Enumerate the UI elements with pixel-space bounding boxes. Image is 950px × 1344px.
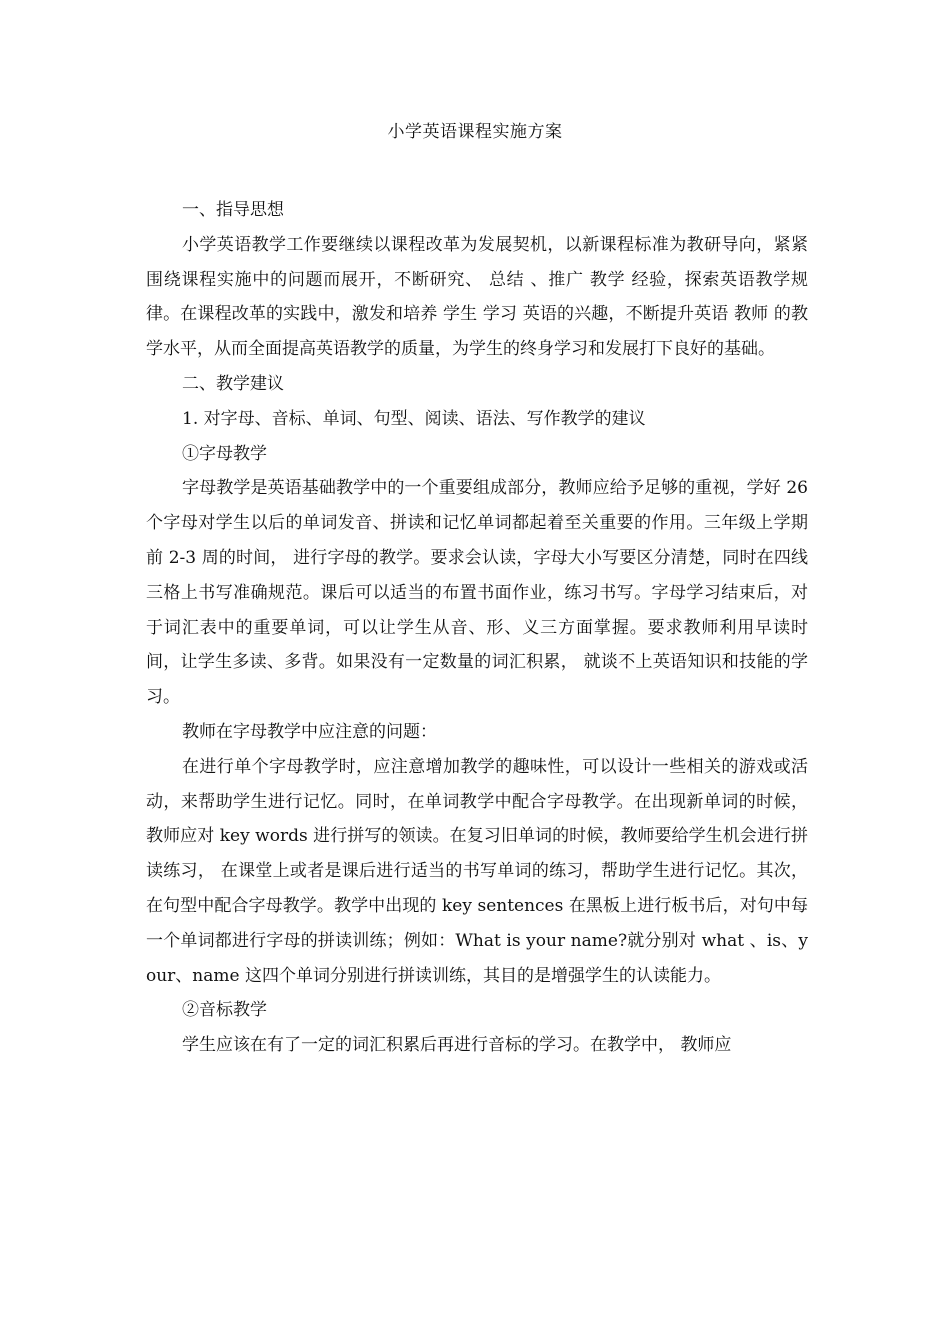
section-heading-teaching-suggestions: 二、教学建议: [182, 373, 284, 394]
paragraph-letter-teaching: 字母教学是英语基础教学中的一个重要组成部分，教师应给予足够的重视，学好 26 个字母对学生以后的单词发音、拼读和记忆单词都起着至关重要的作用。三年级上学期前 2-3 周的时间， 进行字母的教学。要求会认读，字母大小写要区分清楚，同时在四线三格上书写准确规范。课后可以适当的布置书面作业，练习书写。字母学习结束后，对于词汇表中的重要单词，可以让学生从音、形、义三方面掌握。要求教师利用早读时间，让学生多读、多背。如果没有一定数量的词汇积累， 就谈不上英语知识和技能的学习。: [146, 478, 808, 708]
subsection-heading-phonetic-teaching: ②音标教学: [182, 1000, 267, 1021]
heading-letter-teaching-issues: 教师在字母教学中应注意的问题：: [182, 721, 437, 742]
section-heading-guiding-ideology: 一、指导思想: [182, 200, 284, 220]
paragraph-guiding-ideology: 小学英语教学工作要继续以课程改革为发展契机，以新课程标准为教研导向，紧紧围绕课程实施中的问题而展开，不断研究、 总结 、推广 教学 经验，探索英语教学规律。在课程改革的实践中，激发和培养 学生 学习 英语的兴趣，不断提升英语 教师 的教学水平，从而全面提高英语教学的质量，为学生的终身学习和发展打下良好的基础。: [146, 234, 808, 360]
document-body: [146, 193, 808, 1063]
subsection-heading-letter-teaching: ①字母教学: [182, 443, 267, 464]
paragraph-phonetic-teaching: 学生应该在有了一定的词汇积累后再进行音标的学习。在教学中， 教师应: [182, 1035, 732, 1056]
subsection-heading-1: 1. 对字母、音标、单词、句型、阅读、语法、写作教学的建议: [182, 408, 646, 429]
document-title: 小学英语课程实施方案: [387, 122, 563, 142]
paragraph-letter-teaching-issues: 在进行单个字母教学时，应注意增加教学的趣味性，可以设计一些相关的游戏或活动，来帮助学生进行记忆。同时，在单词教学中配合字母教学。在出现新单词的时候，教师应对 key words 进行拼写的领读。在复习旧单词的时候，教师要给学生机会进行拼读练习， 在课堂上或者是课后进行适当的书写单词的练习，帮助学生进行记忆。其次，在句型中配合字母教学。教学中出现的 key sentences 在黑板上进行板书后，对句中每一个单词都进行字母的拼读训练；例如：What is your name?就分别对 what 、is、your、name 这四个单词分别进行拼读训练，其目的是增强学生的认读能力。: [146, 756, 808, 986]
